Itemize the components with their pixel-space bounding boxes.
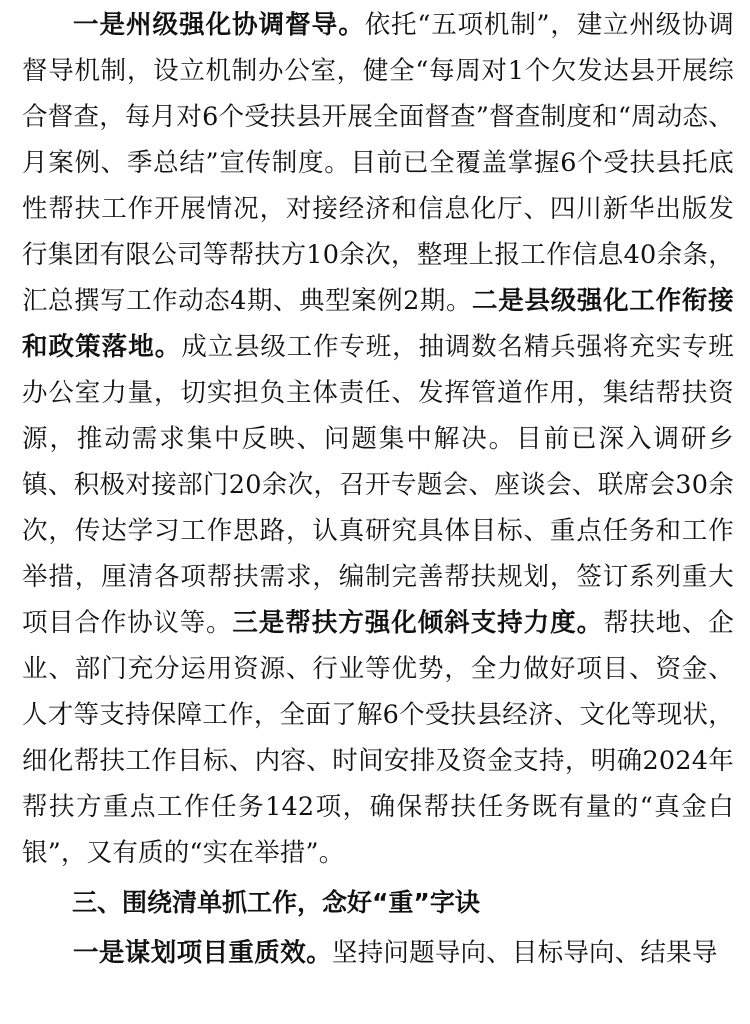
- section-heading-3: 三、围绕清单抓工作，念好“重”字诀: [72, 888, 480, 917]
- lead-county-level: 二是县级强化工作衔接和政策落地。: [22, 286, 734, 362]
- document-page: [22, 2, 734, 976]
- paragraph-project-planning: [22, 930, 734, 976]
- body-state-level: 依托“五项机制”，建立州级协调督导机制，设立机制办公室，健全“每周对1个欠发达县开展综合督查，每月对6个受扶县开展全面督查”督查制度和“周动态、月案例、季总结”宣传制度。目前已全覆盖掌握6个受扶县托底性帮扶工作开展情况，对接经济和信息化厅、四川新华出版发行集团有限公司等帮扶方10余次，整理上报工作信息40余条，汇总撰写工作动态4期、典型案例2期。: [22, 10, 734, 316]
- body-project-planning: 坚持问题导向、目标导向、结果导: [332, 938, 718, 968]
- paragraph-supervision: [22, 2, 734, 876]
- lead-state-level: 一是州级强化协调督导。: [73, 10, 365, 40]
- body-assisting-party: 帮扶地、企业、部门充分运用资源、行业等优势，全力做好项目、资金、人才等支持保障工作，全面了解6个受扶县经济、文化等现状，细化帮扶工作目标、内容、时间安排及资金支持，明确2024年帮扶方重点工作任务142项，确保帮扶任务既有量的“真金白银”，又有质的“实在举措”。: [22, 608, 734, 868]
- body-county-level: 成立县级工作专班，抽调数名精兵强将充实专班办公室力量，切实担负主体责任、发挥管道作用，集结帮扶资源，推动需求集中反映、问题集中解决。目前已深入调研乡镇、积极对接部门20余次，召开专题会、座谈会、联席会30余次，传达学习工作思路，认真研究具体目标、重点任务和工作举措，厘清各项帮扶需求，编制完善帮扶规划，签订系列重大项目合作协议等。: [22, 332, 735, 638]
- lead-assisting-party: 三是帮扶方强化倾斜支持力度。: [232, 608, 604, 638]
- lead-project-planning: 一是谋划项目重质效。: [73, 938, 333, 968]
